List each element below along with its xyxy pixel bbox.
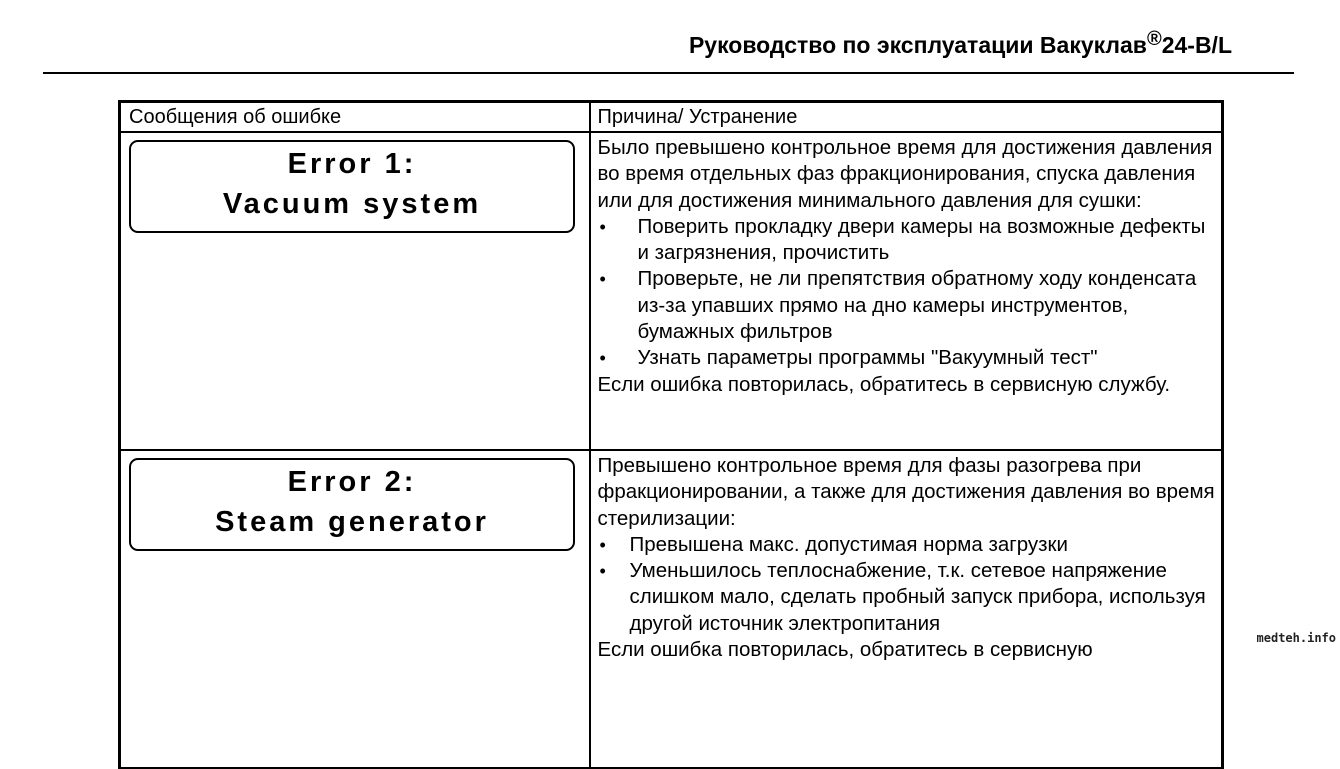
table-row (120, 132, 1223, 450)
bullet-icon: • (599, 534, 606, 555)
list-item (598, 345, 1216, 371)
registered-mark: ® (1146, 28, 1162, 50)
watermark: medteh.info (1256, 631, 1336, 645)
header-rule (43, 72, 1294, 74)
table-header-row (120, 102, 1223, 133)
column-header-cause: Причина/ Устранение (590, 102, 1223, 133)
error-subsystem: Steam generator (215, 506, 489, 538)
list-item (598, 532, 1216, 558)
bullet-icon: • (599, 269, 606, 290)
remedy-text: Проверьте, не ли препятствия обратному ходу конденсата из-за упавших прямо на дно камеры инструментов, бумажных фильтров (637, 267, 1197, 344)
manual-title: Руководство по эксплуатации Вакуклав (688, 32, 1147, 58)
remedy-text: Узнать параметры программы "Вакуумный тест" (637, 346, 1098, 370)
remedy-text: Превышена макс. допустимая норма загрузки (629, 532, 1068, 556)
model-name: 24-B/L (1161, 32, 1232, 58)
cause-remedy-cell (590, 132, 1223, 450)
cause-description: Превышено контрольное время для фазы разогрева при фракционировании, а также для достижения давления во время стерилизации: (597, 454, 1215, 530)
error-table (118, 100, 1224, 769)
service-note: Если ошибка повторилась, обратитесь в сервисную службу. (597, 372, 1171, 396)
service-note: Если ошибка повторилась, обратитесь в сервисную (597, 638, 1093, 662)
bullet-icon: • (599, 216, 606, 237)
bullet-icon: • (599, 561, 606, 582)
error-message-cell (120, 132, 590, 450)
cause-description: Было превышено контрольное время для достижения давления во время отдельных фаз фракционирования, спуска давления или для достижения минимального давления для сушки: (597, 136, 1213, 212)
table-row (120, 450, 1223, 768)
error-code: Error 1: (287, 148, 417, 180)
error-display-box (129, 458, 575, 551)
remedy-text: Поверить прокладку двери камеры на возможные дефекты и загрязнения, прочистить (637, 214, 1206, 265)
remedy-list (598, 532, 1216, 637)
bullet-icon: • (599, 348, 606, 369)
page-header (0, 28, 1232, 58)
list-item (598, 266, 1216, 345)
column-header-message: Сообщения об ошибке (120, 102, 590, 133)
error-message-cell (120, 450, 590, 768)
remedy-text: Уменьшилось теплоснабжение, т.к. сетевое напряжение слишком мало, сделать пробный запуск прибора, используя другой источник электропитания (629, 559, 1206, 635)
list-item (598, 558, 1216, 637)
list-item (598, 214, 1216, 267)
cause-remedy-cell (590, 450, 1223, 768)
error-code: Error 2: (287, 466, 417, 498)
remedy-list (598, 214, 1216, 372)
error-subsystem: Vacuum system (222, 188, 482, 220)
error-display-box (129, 140, 575, 233)
